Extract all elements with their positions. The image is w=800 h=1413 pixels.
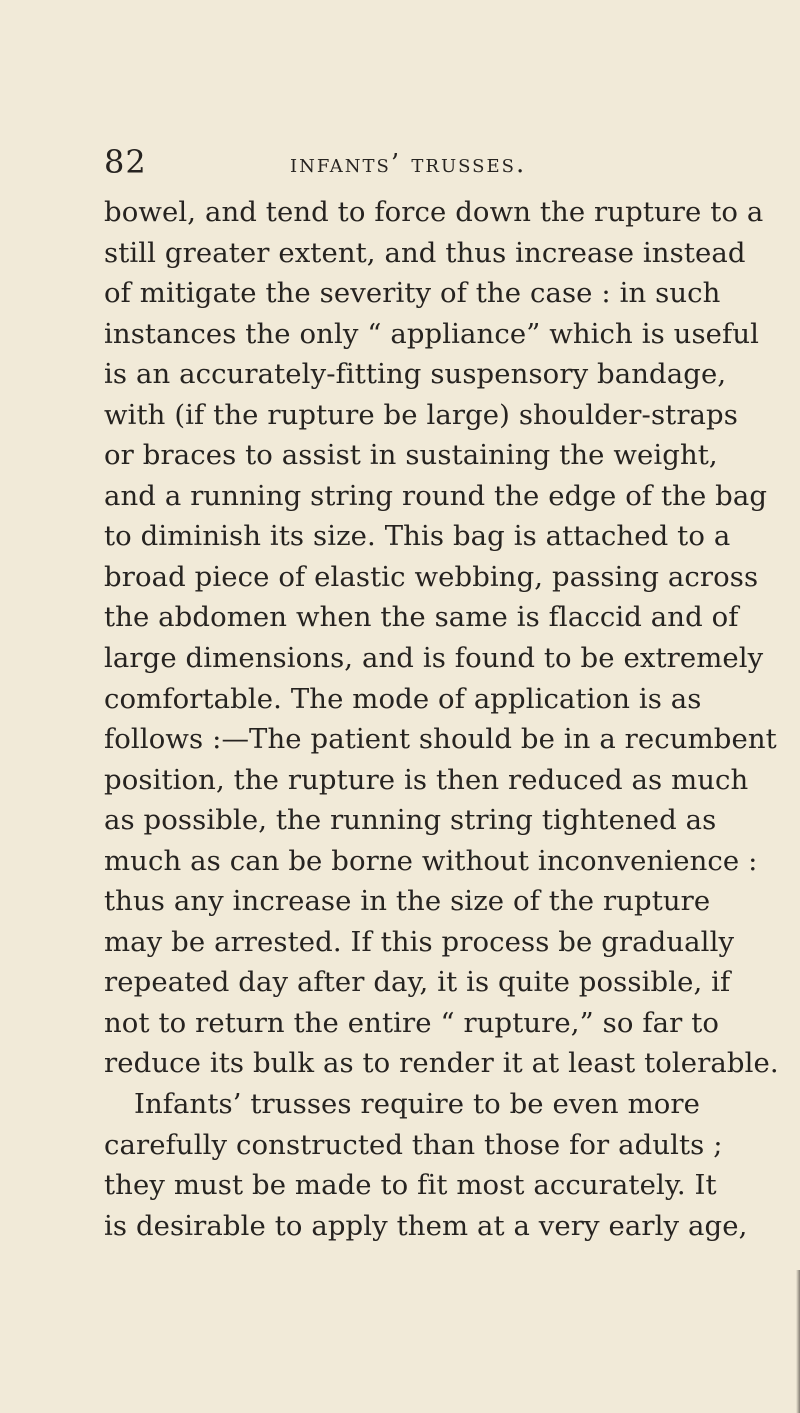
page-edge-shadow [796,1270,800,1413]
text-line: repeated day after day, it is quite possible, if [104,966,731,999]
text-line: or braces to assist in sustaining the weight, [104,439,718,472]
text-line: reduce its bulk as to render it at least tolerable. [104,1047,779,1080]
text-line: as possible, the running string tightened as [104,804,717,837]
text-line: broad piece of elastic webbing, passing across [104,560,759,593]
text-line: is an accurately-fitting suspensory bandage, [104,358,727,391]
text-line: to diminish its size. This bag is attached to a [104,520,731,553]
text-line: of mitigate the severity of the case : in such [104,277,721,310]
text-line: may be arrested. If this process be gradually [104,925,735,958]
text-line: still greater extent, and thus increase instead [104,236,746,269]
text-line: instances the only “ appliance” which is useful [104,317,760,350]
text-line: comfortable. The mode of application is as [104,682,702,715]
text-line: carefully constructed than those for adults ; [104,1128,723,1161]
text-line: position, the rupture is then reduced as much [104,763,749,796]
page-number: 82 [104,143,147,181]
text-line: with (if the rupture be large) shoulder-straps [104,398,738,431]
body-text [104,192,779,1246]
text-line: large dimensions, and is found to be extremely [104,642,764,675]
text-line: they must be made to fit most accurately. It [104,1169,717,1202]
text-line: thus any increase in the size of the rupture [104,885,711,918]
text-line: not to return the entire “ rupture,” so far to [104,1006,720,1039]
page-header [104,142,664,182]
running-head: infants’ trusses. [290,149,527,179]
text-line: and a running string round the edge of the bag [104,479,768,512]
text-line: bowel, and tend to force down the rupture to a [104,196,764,228]
text-line: the abdomen when the same is flaccid and of [104,601,739,634]
text-line: is desirable to apply them at a very early age, [104,1209,748,1242]
text-line: Infants’ trusses require to be even more [134,1088,701,1121]
text-line: follows :—The patient should be in a recumbent [104,723,777,756]
text-line: much as can be borne without inconvenience : [104,844,758,877]
